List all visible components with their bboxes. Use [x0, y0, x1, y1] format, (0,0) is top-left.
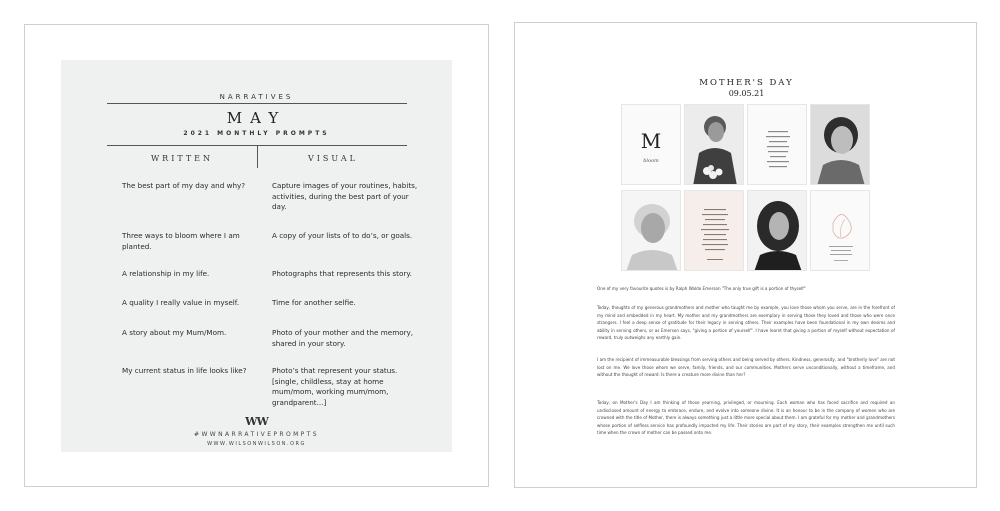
floral-card	[810, 190, 870, 271]
month-title: MAY	[226, 109, 287, 127]
prompt-written-3: A relationship in my life.	[122, 269, 210, 278]
page-date: 09.05.21	[728, 89, 765, 98]
prompt-written-5: A story about my Mum/Mom.	[122, 328, 227, 337]
monogram-caption: bloom	[643, 158, 659, 164]
website-url: WWW.WILSONWILSON.ORG	[207, 441, 306, 447]
prompt-visual-6: Photo’s that represent your status. [single, childless, stay at home mum/mom, working mum/mom, grandparent...]	[272, 366, 398, 407]
portrait-woman-flowers	[684, 104, 744, 185]
page-title: MOTHER'S DAY	[699, 78, 794, 88]
column-visual-heading: VISUAL	[307, 154, 358, 163]
portrait-young-woman	[810, 104, 870, 185]
prompt-written-1: The best part of my day and why?	[122, 181, 246, 190]
paragraph-4: Today, on Mother's Day I am thinking of those yearning, privileged, or mourning. Each woman who has faced sacrifice and required an undisclosed amount of energy to embrace, endure, and evolve into someone divine. It is an honour to be in the company of women who are crowned with the title of Mother, there is always something just a little more special about them. I am grateful for my mother and grandmothers whose portion of selfless service has profoundly impacted my life. Their stories are part of my story, their examples strengthen me until such time when the crown of mother can be passed onto me.	[597, 400, 895, 436]
right-page	[514, 22, 977, 488]
monogram-letter: M	[640, 129, 662, 153]
paragraph-3: I am the recipient of immeasurable blessings from serving others and being served by others. Kindness, generosity, and "brotherly love" are not lost on me. We love those whom we serve, family, friends, and our communities. Mothers serve unconditionally, without a timeframe, and without the thought of reward. Is there a creature more divine than her?	[597, 357, 895, 378]
paragraph-2: Today, thoughts of my generous grandmothers and mother who taught me by example, you love those whom you serve, are in the forefront of my mind and embedded in my heart. My mother and my grandmothers are exemplary in serving those they loved and those who were once strangers. I feel a deep sense of gratitude for their legacy in serving others. Their examples have been foundational in my own desires and ability in serving others, or as Emerson says, "giving a portion of yourself". I have learnt that giving a portion of myself without expectation of reward, truly outweighs any earthly gain.	[597, 305, 895, 341]
portrait-grey-hair	[621, 190, 681, 271]
monogram-line: · · · · · · ·	[638, 153, 664, 157]
text-card-spaced	[684, 190, 744, 271]
portrait-curly-hair	[747, 190, 807, 271]
monogram-card	[621, 104, 681, 185]
prompts-subtitle: 2021 MONTHLY PROMPTS	[183, 130, 330, 137]
prompts-card	[61, 60, 452, 452]
divider-top	[107, 103, 407, 104]
prompt-written-4: A quality I really value in myself.	[122, 298, 240, 307]
photo-grid	[621, 104, 871, 272]
prompt-visual-1: Capture images of your routines, habits, activities, during the best part of your day.	[272, 181, 418, 211]
prompt-visual-4: Time for another selfie.	[272, 298, 356, 307]
left-page	[24, 24, 489, 487]
hashtag: #WWNARRATIVEPROMPTS	[194, 431, 319, 438]
paragraph-1: One of my very favourite quotes is by Ralph Waldo Emerson "The only true gift is a portion of thyself"	[597, 286, 806, 291]
prompt-written-6: My current status in life looks like?	[122, 366, 247, 375]
prompt-written-2: Three ways to bloom where I am planted.	[122, 231, 240, 251]
ww-logo: WW	[245, 415, 268, 428]
column-written-heading: WRITTEN	[150, 154, 214, 163]
prompt-visual-5: Photo of your mother and the memory, shared in your story.	[272, 328, 414, 348]
text-card	[747, 104, 807, 185]
narratives-header: NARRATIVES	[219, 93, 294, 101]
prompt-visual-2: A copy of your lists of to do’s, or goals.	[272, 231, 413, 240]
prompt-visual-3: Photographs that represents this story.	[272, 269, 412, 278]
